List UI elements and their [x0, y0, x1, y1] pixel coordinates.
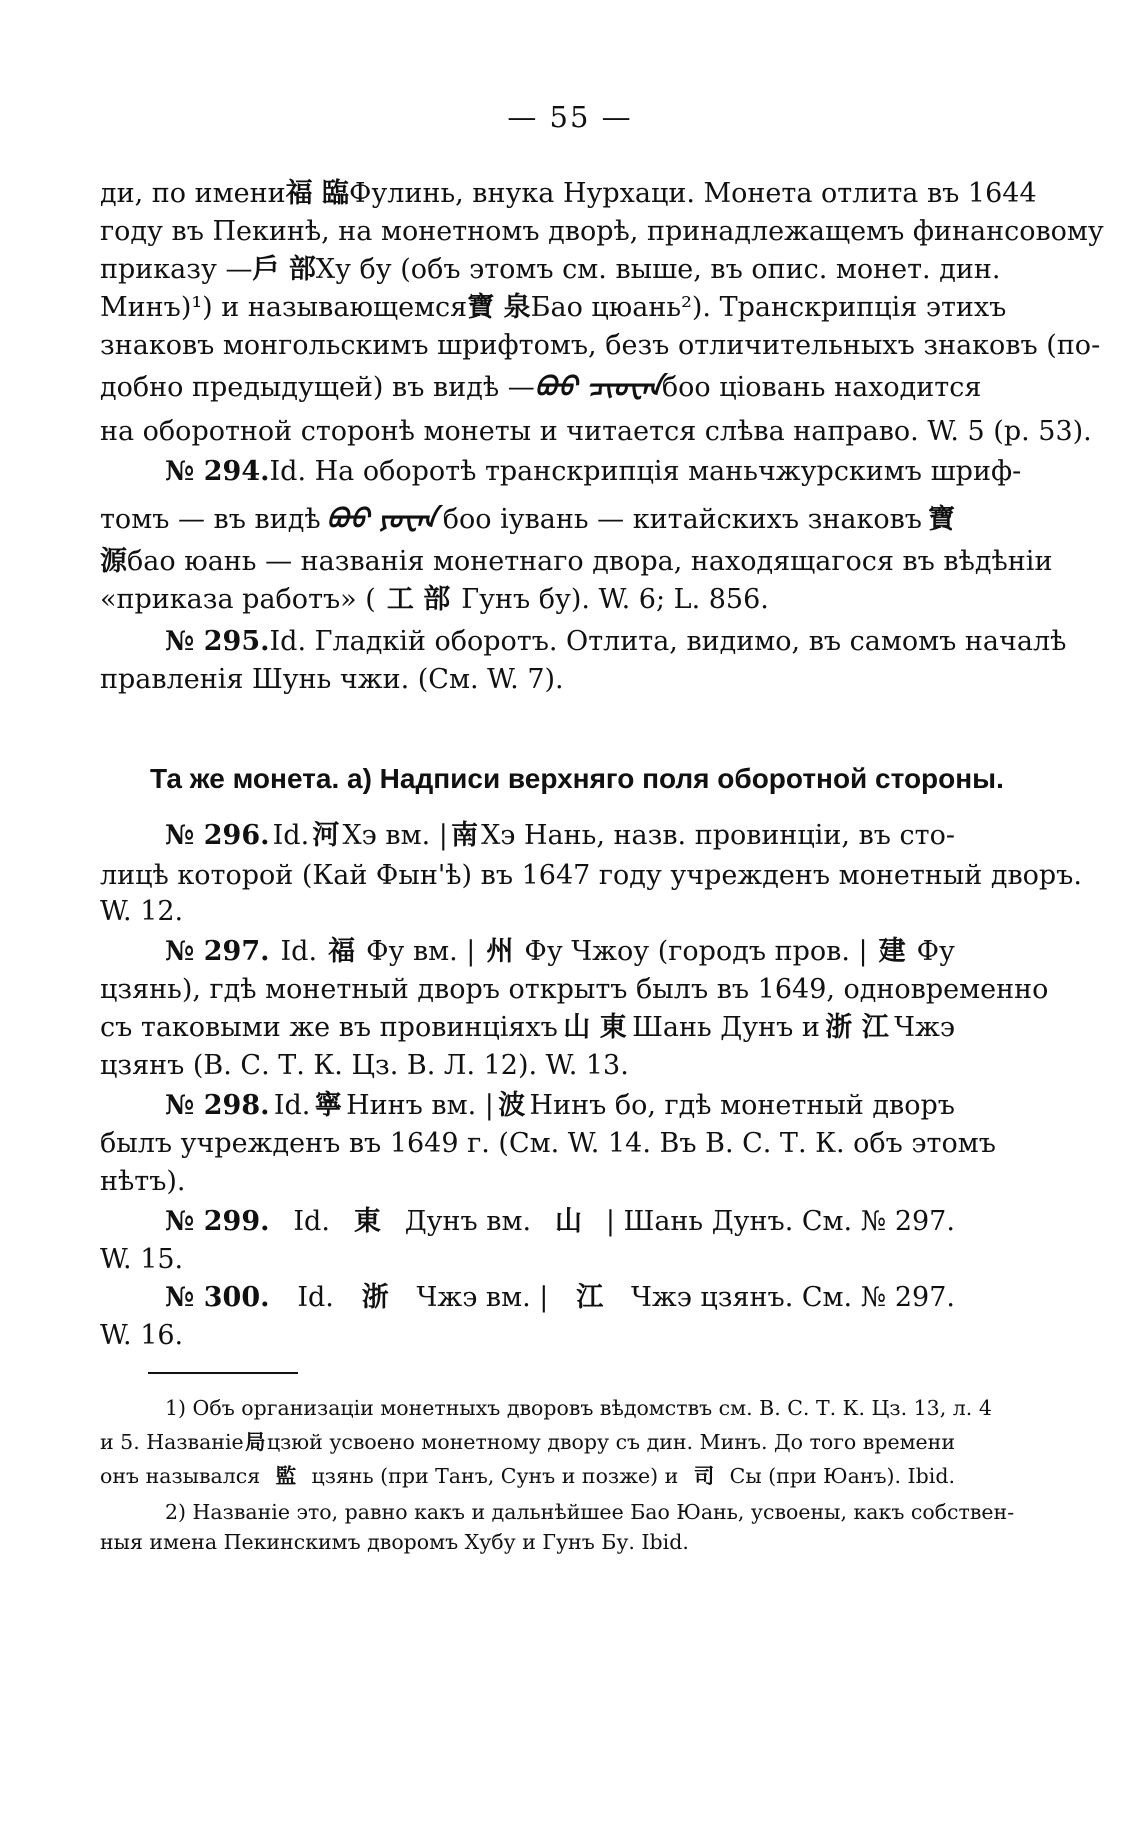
chinese-characters: 建 [878, 936, 906, 967]
entry-number: № 298. [165, 1090, 270, 1121]
text-line: приказу — 戶 部 Ху бу (объ этомъ см. выше, въ опис. монет. дин. [100, 254, 1001, 285]
chinese-characters: 浙 [361, 1282, 389, 1313]
chinese-characters: 源 [100, 546, 127, 577]
footnote-line: ныя имена Пекинскимъ дворомъ Хубу и Гунъ Бу. Ibid. [100, 1530, 689, 1554]
entry-number: № 297. [165, 936, 270, 967]
chinese-characters: 山 [554, 1206, 582, 1237]
text-line: томъ — въ видѣ ᠪᠣᠣ ᠶᠣᠸᠠᠨ боо іувань — китайскихъ знаковъ 寶 [100, 504, 955, 535]
chinese-characters: 福 臨 [285, 178, 349, 209]
text-line: добно предыдущей) въ видѣ — ᠪᠣᠣ ᠴᠢᠣᠸᠠᠨ боо ціовань находится [100, 372, 982, 403]
text-line: лицѣ которой (Кай Фын'ѣ) въ 1647 году учрежденъ монетный дворъ. [100, 860, 1082, 891]
chinese-characters: 司 [693, 1464, 715, 1488]
entry-300: № 300. Id. 浙 Чжэ вм. | 江 Чжэ цзянъ. См. № 297. [165, 1282, 955, 1313]
entry-295: № 295. Id. Гладкій оборотъ. Отлита, видимо, въ самомъ началѣ [165, 626, 1067, 657]
entry-298: № 298. Id. 寧 Нинъ вм. | 波 Нинъ бо, гдѣ монетный дворъ [165, 1090, 955, 1121]
chinese-characters: 江 [576, 1282, 604, 1313]
chinese-characters: 局 [245, 1430, 266, 1454]
chinese-characters: 寶 [927, 504, 955, 535]
manchu-script: ᠪᠣᠣ ᠶᠣᠸᠠᠨ [326, 504, 437, 535]
chinese-characters: 州 [486, 936, 514, 967]
text-line: W. 15. [100, 1244, 184, 1275]
footnote-line: 2) Названіе это, равно какъ и дальнѣйшее Бао Юань, усвоены, какъ собствен- [165, 1500, 1015, 1524]
chinese-characters: 寶 泉 [467, 292, 531, 323]
text-line: съ таковыми же въ провинціяхъ 山 東 Шань Дунъ и 浙 江 Чжэ [100, 1012, 955, 1043]
entry-297: № 297. Id. 福 Фу вм. | 州 Фу Чжоу (городъ пров. | 建 Фу [165, 936, 955, 967]
chinese-characters: 波 [498, 1090, 526, 1121]
footnote-line: онъ назывался 監 цзянь (при Танъ, Сунъ и позже) и 司 Сы (при Юанъ). Ibid. [100, 1464, 955, 1488]
entry-number: № 294. [165, 456, 270, 487]
text-line: «приказа работъ» ( 工 部 Гунъ бу). W. 6; L. 856. [100, 584, 769, 615]
text-line: цзянъ (В. С. Т. К. Цз. В. Л. 12). W. 13. [100, 1050, 629, 1081]
chinese-characters: 監 [275, 1464, 297, 1488]
chinese-characters: 工 部 [386, 584, 451, 615]
text-line: W. 12. [100, 896, 184, 927]
chinese-characters: 寧 [314, 1090, 342, 1121]
entry-number: № 299. [165, 1206, 270, 1237]
entry-294: № 294. Id. На оборотѣ транскрипція маньчжурскимъ шриф- [165, 456, 1022, 487]
text-line: нѣтъ). [100, 1166, 186, 1197]
entry-number: № 296. [165, 820, 270, 851]
section-heading: Та же монета. a) Надписи верхняго поля оборотной стороны. [150, 763, 1004, 794]
text-line: W. 16. [100, 1320, 184, 1351]
entry-296: № 296. Id. 河 Хэ вм. | 南 Хэ Нань, назв. провинціи, въ сто- [165, 820, 955, 851]
mongolian-script: ᠪᠣᠣ ᠴᠢᠣᠸᠠᠨ [534, 372, 662, 403]
footnote-divider [148, 1372, 298, 1374]
entry-299: № 299. Id. 東 Дунъ вм. 山 | Шань Дунъ. См. № 297. [165, 1206, 955, 1237]
text-line: знаковъ монгольскимъ шрифтомъ, безъ отличительныхъ знаковъ (по- [100, 330, 1101, 361]
text-line: былъ учрежденъ въ 1649 г. (См. W. 14. Въ В. С. Т. К. объ этомъ [100, 1128, 996, 1159]
chinese-characters: 戶 部 [252, 254, 316, 285]
text-line: ди, по имени 福 臨 Фулинь, внука Нурхаци. Монета отлита въ 1644 [100, 178, 1037, 209]
text-line: Минъ)¹) и называющемся 寶 泉 Бао цюань²). Транскрипція этихъ [100, 292, 1007, 323]
chinese-characters: 東 [353, 1206, 381, 1237]
text-line: году въ Пекинѣ, на монетномъ дворѣ, принадлежащемъ финансовому [100, 216, 1104, 247]
text-line: на оборотной сторонѣ монеты и читается слѣва направо. W. 5 (p. 53). [100, 416, 1092, 447]
text-line: цзянь), гдѣ монетный дворъ открытъ былъ въ 1649, одновременно [100, 974, 1049, 1005]
text-line: 源 бао юань — названія монетнаго двора, находящагося въ вѣдѣніи [100, 546, 1053, 577]
footnote-line: и 5. Названіе 局 цзюй усвоено монетному двору съ дин. Минъ. До того времени [100, 1430, 955, 1454]
chinese-characters: 河 [312, 820, 340, 851]
text-line: правленія Шунь чжи. (См. W. 7). [100, 664, 564, 695]
chinese-characters: 南 [450, 820, 478, 851]
chinese-characters: 山 東 [563, 1012, 627, 1043]
entry-number: № 295. [165, 626, 270, 657]
page-number: — 55 — [507, 100, 633, 134]
entry-number: № 300. [165, 1282, 270, 1313]
chinese-characters: 浙 江 [825, 1012, 889, 1043]
footnote-line: 1) Объ организаціи монетныхъ дворовъ вѣдомствъ см. В. С. Т. К. Цз. 13, л. 4 [165, 1396, 992, 1420]
chinese-characters: 福 [328, 936, 356, 967]
